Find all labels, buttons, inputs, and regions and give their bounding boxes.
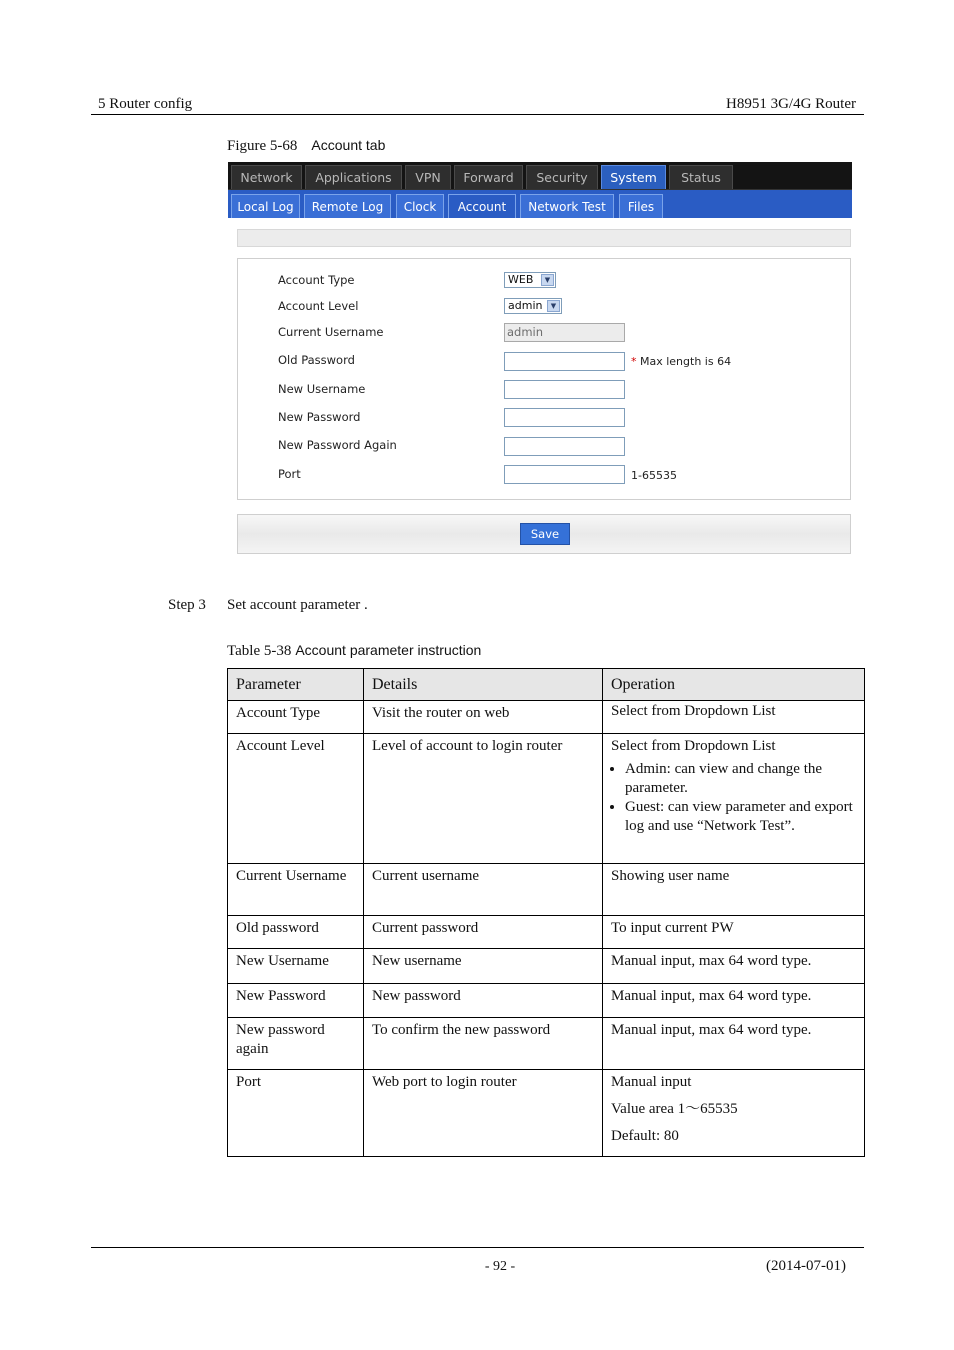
cell-parameter: Account Type (228, 701, 364, 734)
tab-forward[interactable]: Forward (454, 165, 523, 189)
cell-parameter: Port (228, 1070, 364, 1157)
save-button[interactable]: Save (520, 523, 570, 545)
new-password-again-label: New Password Again (278, 438, 397, 452)
cell-parameter: New password again (228, 1018, 364, 1070)
table-number: Table 5-38 (227, 643, 292, 659)
cell-parameter: Current Username (228, 864, 364, 916)
port-range-hint: 1-65535 (631, 469, 677, 482)
subtab-local-log[interactable]: Local Log (231, 194, 300, 218)
table-row (228, 864, 865, 916)
cell-operation: Manual input, max 64 word type. (603, 984, 865, 1018)
tab-network[interactable]: Network (231, 165, 302, 189)
cell-details: New username (364, 949, 603, 984)
cell-operation (603, 1070, 865, 1157)
current-username-label: Current Username (278, 325, 384, 339)
cell-details: To confirm the new password (364, 1018, 603, 1070)
cell-details: Web port to login router (364, 1070, 603, 1157)
header-parameter: Parameter (228, 669, 364, 701)
new-username-label: New Username (278, 382, 366, 396)
sub-nav-bar (228, 190, 852, 218)
list-item: • Admin: can view and change the parameter. (625, 760, 856, 798)
port-default: Default: 80 (611, 1128, 679, 1144)
figure-number: Figure 5-68 (227, 138, 298, 154)
account-parameter-table (227, 668, 865, 1157)
figure-caption (227, 137, 385, 155)
cell-parameter: New Password (228, 984, 364, 1018)
old-password-label: Old Password (278, 353, 355, 367)
operation-text: Select from Dropdown List (611, 738, 776, 754)
new-username-field[interactable] (504, 380, 625, 399)
tab-vpn[interactable]: VPN (405, 165, 451, 189)
table-row (228, 1018, 865, 1070)
step-label: Step 3 (168, 597, 206, 613)
footer-rule (91, 1247, 864, 1248)
header-operation: Operation (603, 669, 865, 701)
document-date: (2014-07-01) (766, 1258, 846, 1274)
header-rule (91, 114, 864, 115)
current-username-field: admin (504, 323, 625, 342)
cell-operation: Manual input, max 64 word type. (603, 1018, 865, 1070)
table-title: Account parameter instruction (295, 642, 482, 658)
port-value-range: Value area 1～65535 (611, 1101, 738, 1117)
running-header-chapter: 5 Router config (98, 96, 193, 112)
save-bar (237, 514, 851, 554)
required-marker: * (631, 355, 637, 368)
subtab-account[interactable]: Account (448, 194, 516, 218)
table-header-row (228, 669, 865, 701)
list-item: • Guest: can view parameter and export log and use “Network Test”. (625, 798, 856, 836)
cell-parameter: New Username (228, 949, 364, 984)
top-nav-bar (228, 162, 852, 190)
table-caption (227, 642, 481, 660)
table-row (228, 734, 865, 864)
old-password-hint-text: Max length is 64 (640, 355, 732, 368)
account-level-select[interactable] (504, 298, 562, 314)
subtab-clock[interactable]: Clock (396, 194, 444, 218)
new-password-label: New Password (278, 410, 361, 424)
old-password-hint (631, 355, 731, 368)
cell-operation: Showing user name (603, 864, 865, 916)
table-row (228, 916, 865, 949)
cell-details: New password (364, 984, 603, 1018)
subtab-files[interactable]: Files (619, 194, 663, 218)
cell-details: Level of account to login router (364, 734, 603, 864)
page-number: - 92 - (484, 1259, 516, 1274)
table-row (228, 949, 865, 984)
account-form (237, 258, 851, 500)
tab-status[interactable]: Status (669, 165, 733, 189)
account-type-value: WEB (508, 273, 534, 286)
tab-security[interactable]: Security (526, 165, 598, 189)
table-row (228, 701, 865, 734)
chevron-down-icon: ▼ (547, 300, 560, 312)
account-level-value: admin (508, 299, 543, 312)
table-row (228, 1070, 865, 1157)
chevron-down-icon: ▼ (541, 274, 554, 286)
cell-details: Current username (364, 864, 603, 916)
cell-details: Current password (364, 916, 603, 949)
port-label: Port (278, 467, 301, 481)
account-level-options (611, 760, 856, 836)
account-level-label: Account Level (278, 299, 359, 313)
step-instruction (168, 597, 368, 614)
cell-parameter: Old password (228, 916, 364, 949)
cell-operation: Manual input, max 64 word type. (603, 949, 865, 984)
new-password-again-field[interactable] (504, 437, 625, 456)
tab-applications[interactable]: Applications (305, 165, 402, 189)
header-details: Details (364, 669, 603, 701)
cell-operation (603, 734, 865, 864)
step-text: Set account parameter . (227, 597, 368, 613)
figure-title: Account tab (311, 137, 386, 153)
subtab-remote-log[interactable]: Remote Log (304, 194, 391, 218)
operation-text: Manual input (611, 1074, 692, 1090)
title-strip (237, 229, 851, 247)
subtab-network-test[interactable]: Network Test (520, 194, 614, 218)
router-account-screenshot (228, 162, 852, 562)
table-row (228, 984, 865, 1018)
cell-parameter: Account Level (228, 734, 364, 864)
cell-operation: Select from Dropdown List (603, 701, 865, 734)
old-password-field[interactable] (504, 352, 625, 371)
cell-operation: To input current PW (603, 916, 865, 949)
account-type-label: Account Type (278, 273, 355, 287)
running-header-product: H8951 3G/4G Router (726, 96, 856, 112)
port-field[interactable] (504, 465, 625, 484)
tab-system[interactable]: System (601, 165, 666, 189)
cell-details: Visit the router on web (364, 701, 603, 734)
account-type-select[interactable] (504, 272, 556, 288)
new-password-field[interactable] (504, 408, 625, 427)
